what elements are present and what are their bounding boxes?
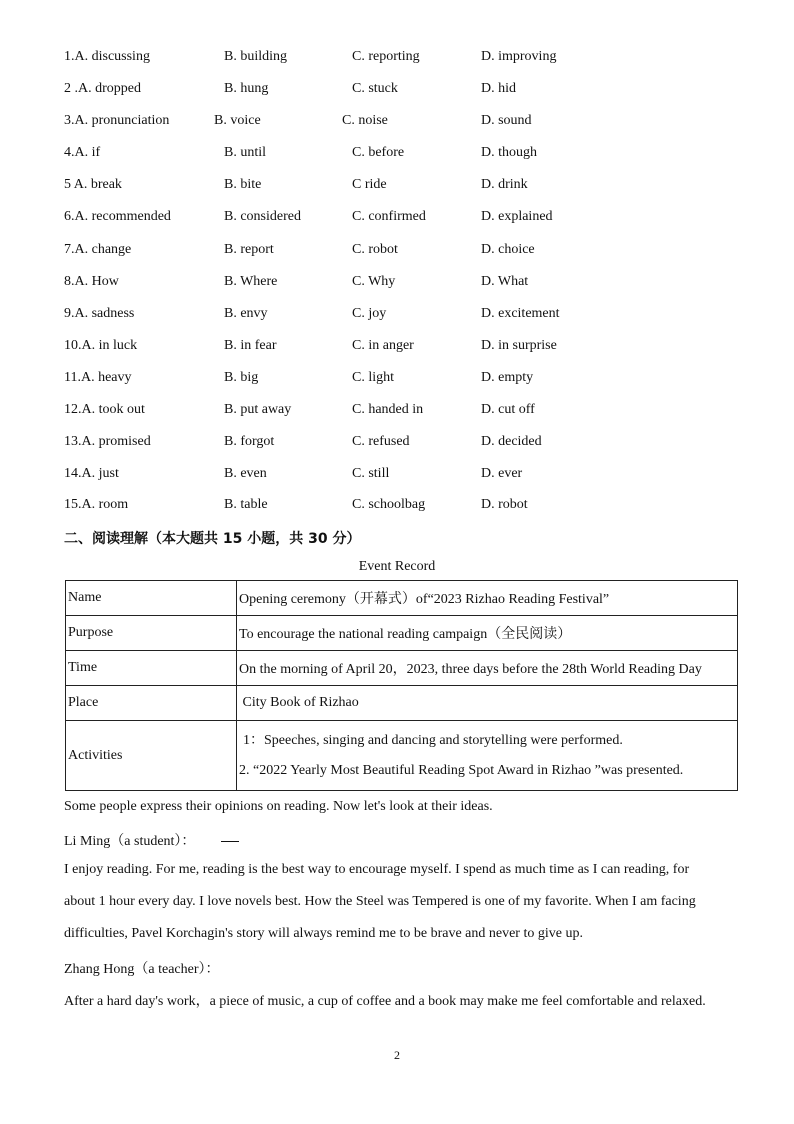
option-d: D. excitement <box>481 306 560 321</box>
option-row-13 <box>0 434 794 458</box>
option-d: D. sound <box>481 113 532 128</box>
option-b: B. table <box>224 497 268 512</box>
option-d: D. choice <box>481 242 535 257</box>
option-b: B. Where <box>224 274 278 289</box>
option-c: C. stuck <box>352 81 398 96</box>
option-b: B. voice <box>214 113 261 128</box>
table-row-activities <box>66 721 738 791</box>
table-row-place <box>66 686 738 721</box>
table-row-purpose <box>66 616 738 651</box>
option-c: C. handed in <box>352 402 424 417</box>
option-d: D. empty <box>481 370 534 385</box>
option-a: 10.A. in luck <box>64 338 138 353</box>
label-place: Place <box>66 686 237 721</box>
option-b: B. even <box>224 466 267 481</box>
text-line: I enjoy reading. For me, reading is the best way to encourage myself. I spend as much time as I can reading, for <box>64 862 690 877</box>
option-row-12 <box>0 402 794 426</box>
option-c: C. robot <box>352 242 398 257</box>
option-row-10 <box>0 338 794 362</box>
label-activities: Activities <box>66 721 237 791</box>
option-c: C. before <box>352 145 405 160</box>
option-b: B. considered <box>224 209 301 224</box>
option-row-6 <box>0 209 794 233</box>
option-row-7 <box>0 242 794 266</box>
option-b: B. put away <box>224 402 292 417</box>
option-b: B. envy <box>224 306 268 321</box>
option-row-15 <box>0 497 794 521</box>
option-row-14 <box>0 466 794 490</box>
table-title: Event Record <box>358 559 436 574</box>
option-b: B. until <box>224 145 267 160</box>
option-row-8 <box>0 274 794 298</box>
option-c: C. schoolbag <box>352 497 426 512</box>
option-c: C. Why <box>352 274 396 289</box>
activity-2: 2. “2022 Yearly Most Beautiful Reading Spot Award in Rizhao ”was presented. <box>239 762 684 778</box>
option-a: 9.A. sadness <box>64 306 135 321</box>
option-d: D. robot <box>481 497 528 512</box>
option-row-11 <box>0 370 794 394</box>
option-b: B. hung <box>224 81 269 96</box>
section-heading: 二、阅读理解（本大题共 15 小题，共 30 分） <box>64 531 361 547</box>
option-d: D. though <box>481 145 537 160</box>
option-c: C. confirmed <box>352 209 426 224</box>
option-c: C. noise <box>342 113 388 128</box>
option-a: 14.A. just <box>64 466 119 481</box>
option-a: 1.A. discussing <box>64 49 150 64</box>
option-a: 4.A. if <box>64 145 101 160</box>
option-c: C. in anger <box>352 338 414 353</box>
text-line: difficulties, Pavel Korchagin's story will always remind me to be brave and never to give up. <box>64 926 583 941</box>
option-d: D. hid <box>481 81 516 96</box>
speaker-name: Li Ming（a student）： <box>64 834 196 849</box>
option-a: 8.A. How <box>64 274 119 289</box>
label-purpose: Purpose <box>66 616 237 651</box>
value-place: City Book of Rizhao <box>237 686 738 721</box>
table-row-name <box>66 581 738 616</box>
option-a: 5 A. break <box>64 177 122 192</box>
option-b: B. report <box>224 242 274 257</box>
speaker-li-ming <box>64 830 239 850</box>
option-row-5 <box>0 177 794 201</box>
option-b: B. building <box>224 49 288 64</box>
option-c: C. joy <box>352 306 387 321</box>
text-line: After a hard day's work，a piece of music, a cup of coffee and a book may make me feel comfortable and relaxed. <box>64 994 706 1009</box>
option-d: D. drink <box>481 177 528 192</box>
option-b: B. bite <box>224 177 262 192</box>
answer-dash <box>221 841 239 842</box>
option-row-3 <box>0 113 794 137</box>
option-d: D. in surprise <box>481 338 557 353</box>
label-time: Time <box>66 651 237 686</box>
table-row-time <box>66 651 738 686</box>
option-d: D. improving <box>481 49 557 64</box>
event-record-table <box>65 580 738 791</box>
activity-1: 1：Speeches, singing and dancing and storytelling were performed. <box>243 732 623 748</box>
option-b: B. in fear <box>224 338 277 353</box>
value-purpose: To encourage the national reading campaign（全民阅读） <box>237 616 738 651</box>
page-number: 2 <box>394 1048 400 1062</box>
option-c: C ride <box>352 177 387 192</box>
option-row-4 <box>0 145 794 169</box>
option-row-9 <box>0 306 794 330</box>
option-d: D. ever <box>481 466 523 481</box>
value-time: On the morning of April 20，2023, three days before the 28th World Reading Day <box>237 651 738 686</box>
option-d: D. What <box>481 274 529 289</box>
option-a: 12.A. took out <box>64 402 145 417</box>
option-a: 3.A. pronunciation <box>64 113 170 128</box>
option-b: B. big <box>224 370 259 385</box>
option-c: C. refused <box>352 434 410 449</box>
value-name: Opening ceremony（开幕式）of“2023 Rizhao Reading Festival” <box>237 581 738 616</box>
option-a: 7.A. change <box>64 242 132 257</box>
option-d: D. cut off <box>481 402 535 417</box>
passage-intro: Some people express their opinions on reading. Now let's look at their ideas. <box>64 799 493 814</box>
option-a: 13.A. promised <box>64 434 151 449</box>
option-d: D. decided <box>481 434 542 449</box>
option-a: 15.A. room <box>64 497 129 512</box>
value-activities <box>237 721 738 791</box>
option-row-1 <box>0 49 794 73</box>
option-c: C. light <box>352 370 395 385</box>
option-b: B. forgot <box>224 434 275 449</box>
option-d: D. explained <box>481 209 553 224</box>
option-row-2 <box>0 81 794 105</box>
speaker-zhang-hong: Zhang Hong（a teacher）： <box>64 962 220 977</box>
text-line: about 1 hour every day. I love novels best. How the Steel was Tempered is one of my favorite. When I am facing <box>64 894 696 909</box>
option-a: 11.A. heavy <box>64 370 132 385</box>
option-a: 6.A. recommended <box>64 209 171 224</box>
option-c: C. still <box>352 466 390 481</box>
option-c: C. reporting <box>352 49 420 64</box>
option-a: 2 .A. dropped <box>64 81 141 96</box>
label-name: Name <box>66 581 237 616</box>
